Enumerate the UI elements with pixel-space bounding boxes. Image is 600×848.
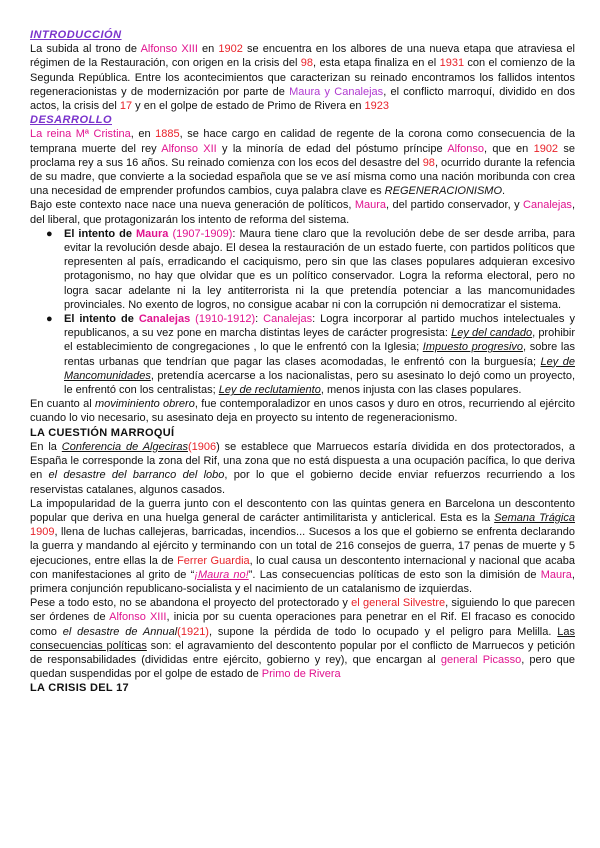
list-item-maura: ● El intento de Maura (1907-1909): Maura tiene claro que la revolución debe de ser desde arriba, para evitar la revolución desde abajo. El desea la restauración de un estado fuerte, con partidos políticos que representen al país, erradicando el caciquismo, pero sin que las clases populares adquieran excesivo protagonismo, no hay que olvidar que es un político conservador. Logra la reforma electoral, pero no logra sacar adelante ni la ley antiterrorista ni la que pretendía potenciar a las mancomunidades provinciales. No exento de logros, no consigue acabar ni con la corrupción ni democratizar el sistema. (46, 227, 576, 311)
heading-introduccion: INTRODUCCIÓN (30, 29, 122, 41)
marroqui-paragraph-1: En la Conferencia de Algeciras(1906) se establece que Marruecos estaría dividida en dos protectorados, a España le corresponde la zona del Rif, una zona que no está dispuesta a una ocupación pacífica, lo que deriva en el desastre del barranco del lobo, por lo que el gobierno decide enviar refuerzos recurriendo a los reservistas catalanes, algunos casados. (30, 440, 575, 496)
marroqui-paragraph-3: Pese a todo esto, no se abandona el proyecto del protectorado y el general Silvestre, siguiendo lo que parecen ser órdenes de Alfonso XIII, inicia por su cuenta operaciones para penetrar en el Rif. El fracaso es conocido como el desastre de Annual(1921), supone la pérdida de todo lo ocupado y el peligro para Melilla. Las consecuencias políticas son: el agravamiento del descontento popular por el conflicto de Marruecos y petición de responsabilidades (divididas entre ejército, gobierno y rey), que encargan al general Picasso, pero que quedan suspendidas por el golpe de estado de Primo de Rivera (30, 597, 576, 681)
heading-crisis-del-17: LA CRISIS DEL 17 (30, 682, 129, 695)
heading-desarrollo: DESARROLLO (30, 114, 112, 127)
reform-attempts-list (30, 227, 575, 397)
bullet-icon: ● (46, 313, 53, 326)
list-item-canalejas: ● El intento de Canalejas (1910-1912): Canalejas: Logra incorporar al partido muchos intelectuales y republicanos, a su vez pone en marcha distintas leyes de carácter progresista: Ley del candado, prohibir el establecimiento de congregaciones , lo que le enfrentó con la Iglesia; Impuesto progresivo, sobre las rentas urbanas que tendrían que pagar las clases acomodadas, le enfrentó con la burguesía; Ley de Mancomunidades, pretendía acercarse a los nacionalistas, pero su asesinato lo dejó como un proyecto, le enfrentó con los centralistas; Ley de reclutamiento, menos injusta con las clases populares. (46, 313, 576, 397)
desarrollo-paragraph-1: La reina Mª Cristina, en 1885, se hace cargo en calidad de regente de la corona como consecuencia de la temprana muerte del rey Alfonso XII y la minoría de edad del póstumo príncipe Alfonso, que en 1902 se proclama rey a sus 16 años. Su reinado comienza con los ecos del desastre del 98, ocurrido durante la refencia de su madre, que convierte a la sociedad española que se ve así misma como una nación moribunda con crea una necesidad de emprender profundos cambios, cuya palabra clave es REGENERACIONISMO. (30, 128, 576, 198)
desarrollo-paragraph-2: Bajo este contexto nace nace una nueva generación de políticos, Maura, del partido conservador, y Canalejas, del liberal, que protagonizarán los intento de reforma del sistema. (30, 199, 575, 226)
desarrollo-paragraph-3: En cuanto al moviminiento obrero, fue contemporaladizor en unos casos y duro en otros, recurriendo al ejército cuando lo vio necesario, su asesinato deja en proyecto su intento de regeneracionismo. (30, 398, 575, 425)
intro-paragraph: La subida al trono de Alfonso XIII en 1902 se encuentra en los albores de una nueva etapa que atraviesa el régimen de la Restauración, con origen en la crisis del 98, esta etapa finaliza en el 1931 con el comienzo de la Segunda República. Entre los acontecimientos que caracterizan su reinado encontramos los fallidos intentos regeneracionistas y de modernización por parte de Maura y Canalejas, el conflicto marroquí, dividido en dos actos, la crisis del 17 y en el golpe de estado de Primo de Rivera en 1923 (30, 43, 576, 113)
document-page (30, 28, 575, 696)
heading-cuestion-marroqui: LA CUESTIÓN MARROQUÍ (30, 426, 175, 439)
bullet-icon: ● (46, 227, 53, 240)
marroqui-paragraph-2: La impopularidad de la guerra junto con el descontento con las quintas genera en Barcelona un descontento popular que deriva en una huelga general de carácter antimilitarista y anticlerical. Esta es la Semana Trágica 1909, llena de luchas callejeras, barricadas, incendios... Sucesos a los que el gobierno se enfrenta declarando la guerra y mandando al ejército y terminando con un total de 216 consejos de guerra, 17 penas de muerte y 5 ejecuciones, entre ellas la de Ferrer Guardia, lo cual causa un descontento internacional y nacional que acaba con manifestaciones al grito de “¡Maura no!”. Las consecuencias políticas de esto son la dimisión de Maura, primera conjunción republicano-socialista y el nacimiento de un catalanismo de izquierdas. (30, 497, 575, 595)
